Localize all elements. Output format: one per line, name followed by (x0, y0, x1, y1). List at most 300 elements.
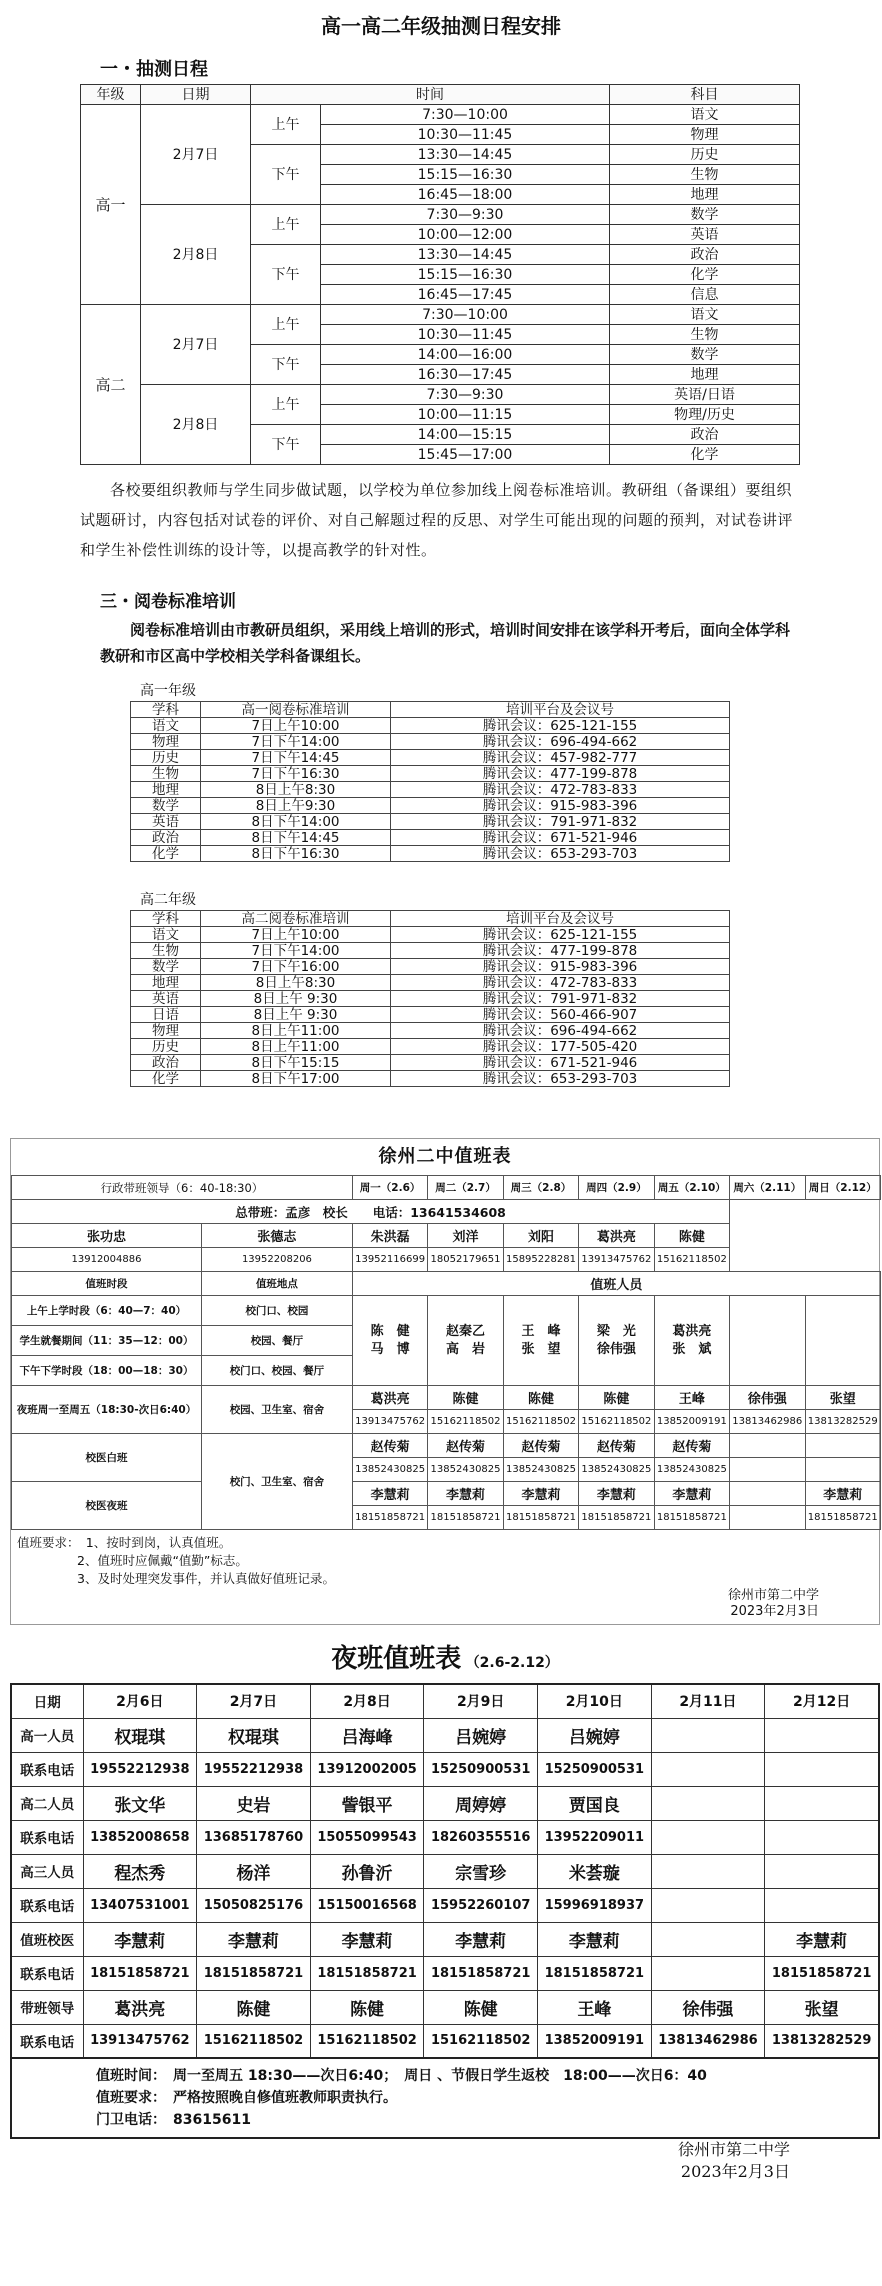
date-header: 2月8日 (310, 1684, 424, 1718)
time-cell: 10:30—11:45 (321, 125, 610, 145)
night-row (11, 1922, 879, 1956)
subject-cell: 历史 (610, 145, 800, 165)
training-time-cell: 8日下午15:15 (201, 1055, 391, 1071)
header-subject: 学科 (131, 911, 201, 927)
subject-cell: 语文 (610, 305, 800, 325)
training-row (131, 1071, 730, 1087)
phone-number: 13407531001 (83, 1888, 197, 1922)
night-note-time: 值班时间： 周一至周五 18:30——次日6:40； 周日 、节假日学生返校 18:00——次日6：40 (96, 2068, 707, 2084)
date-header: 2月11日 (651, 1684, 765, 1718)
leader-phones-row (12, 1248, 881, 1272)
training-time-cell: 8日上午8:30 (201, 975, 391, 991)
staff-name: 张 斌 (672, 1341, 712, 1357)
clinic-day-phone: 13852430825 (579, 1458, 654, 1482)
period-label: 下午下学时段（18：00—18：30） (12, 1356, 202, 1386)
schedule-row (81, 305, 800, 325)
staff-name: 陈健 (197, 1990, 311, 2024)
staff-name: 高 岩 (446, 1341, 486, 1357)
training-time-cell: 8日上午8:30 (201, 782, 391, 798)
time-cell: 10:30—11:45 (321, 325, 610, 345)
leader-phone: 13952116699 (352, 1248, 427, 1272)
meeting-cell: 腾讯会议：671-521-946 (391, 1055, 730, 1071)
staff-name: 杨洋 (197, 1854, 311, 1888)
empty-cell (730, 1296, 805, 1386)
training-row (131, 766, 730, 782)
clinic-night-phone: 18151858721 (428, 1506, 503, 1530)
clinic-day-names-row (12, 1434, 881, 1458)
meeting-cell: 腾讯会议：915-983-396 (391, 798, 730, 814)
date-cell: 2月8日 (141, 385, 251, 465)
subject-cell: 语文 (131, 718, 201, 734)
phone-number (651, 1820, 765, 1854)
header-platform: 培训平台及会议号 (391, 702, 730, 718)
period-place: 校门口、校园、餐厅 (202, 1356, 353, 1386)
training-time-cell: 8日上午 9:30 (201, 1007, 391, 1023)
clinic-day-phone (805, 1458, 881, 1482)
subject-cell: 物理 (131, 734, 201, 750)
leader-phone: 18052179651 (428, 1248, 503, 1272)
night-footer (10, 2139, 880, 2183)
paragraph-training: 阅卷标准培训由市教研员组织，采用线上培训的形式，培训时间安排在该学科开考后，面向全体学科教研和市区高中学校相关学科备课组长。 (100, 621, 791, 665)
training-time-cell: 8日上午 9:30 (201, 991, 391, 1007)
night-note-phone: 门卫电话： 83615611 (96, 2112, 251, 2128)
staff-name: 吕海峰 (310, 1718, 424, 1752)
duty-table (11, 1175, 881, 1530)
subject-cell: 化学 (131, 846, 201, 862)
training-time-cell: 8日上午9:30 (201, 798, 391, 814)
staff-name (765, 1786, 879, 1820)
night-title-range: （2.6-2.12） (465, 1655, 559, 1671)
schedule-row (81, 385, 800, 405)
phone-number (651, 1752, 765, 1786)
subject-cell: 化学 (610, 445, 800, 465)
chief-row (12, 1200, 881, 1224)
training-time-cell: 7日下午14:45 (201, 750, 391, 766)
subject-cell: 生物 (610, 165, 800, 185)
clinic-night-name: 李慧莉 (654, 1482, 729, 1506)
clinic-day-label: 校医白班 (12, 1434, 202, 1482)
meeting-cell: 腾讯会议：671-521-946 (391, 830, 730, 846)
subject-cell: 政治 (610, 245, 800, 265)
row-label: 值班校医 (11, 1922, 83, 1956)
training-time-cell: 7日下午14:00 (201, 734, 391, 750)
training-row (131, 975, 730, 991)
subject-cell: 日语 (131, 1007, 201, 1023)
leader-phone: 13952208206 (202, 1248, 353, 1272)
subject-cell: 数学 (131, 959, 201, 975)
grade-cell: 高二 (81, 305, 141, 465)
clinic-night-phone: 18151858721 (352, 1506, 427, 1530)
time-cell: 7:30—9:30 (321, 385, 610, 405)
period-cell: 上午 (251, 385, 321, 425)
phone-number: 13952209011 (538, 1820, 652, 1854)
time-cell: 13:30—14:45 (321, 145, 610, 165)
subject-cell: 化学 (131, 1071, 201, 1087)
subject-cell: 物理/历史 (610, 405, 800, 425)
staff-name: 米荟璇 (538, 1854, 652, 1888)
phone-number: 18151858721 (424, 1956, 538, 1990)
phone-number: 15996918937 (538, 1888, 652, 1922)
clinic-night-name: 李慧莉 (503, 1482, 578, 1506)
day-header: 周四（2.9） (579, 1176, 654, 1200)
period-cell: 上午 (251, 205, 321, 245)
duty-days-row (12, 1176, 881, 1200)
leaders-row (12, 1224, 881, 1248)
training-row (131, 718, 730, 734)
staff-name: 李慧莉 (424, 1922, 538, 1956)
grade2-training-label: 高二年级 (140, 892, 196, 908)
training-row (131, 1039, 730, 1055)
staff-name: 孙鲁沂 (310, 1854, 424, 1888)
subject-cell: 物理 (131, 1023, 201, 1039)
staff-name: 陈健 (310, 1990, 424, 2024)
row-label: 高二人员 (11, 1786, 83, 1820)
staff-name: 李慧莉 (197, 1922, 311, 1956)
clinic-day-name: 赵传菊 (654, 1434, 729, 1458)
staff-name: 马 博 (370, 1341, 410, 1357)
phone-number: 19552212938 (83, 1752, 197, 1786)
leader-phone: 15162118502 (654, 1248, 729, 1272)
evening-name: 陈健 (428, 1386, 503, 1410)
training-row (131, 943, 730, 959)
training-row (131, 959, 730, 975)
clinic-day-name: 赵传菊 (352, 1434, 427, 1458)
time-cell: 14:00—15:15 (321, 425, 610, 445)
date-label: 日期 (11, 1684, 83, 1718)
time-cell: 10:00—12:00 (321, 225, 610, 245)
clinic-night-name: 李慧莉 (428, 1482, 503, 1506)
phone-number (765, 1888, 879, 1922)
subject-cell: 政治 (131, 830, 201, 846)
evening-name: 徐伟强 (730, 1386, 805, 1410)
meeting-cell: 腾讯会议：477-199-878 (391, 943, 730, 959)
subject-cell: 英语 (131, 814, 201, 830)
staff-name: 葛洪亮 (83, 1990, 197, 2024)
day-header: 周五（2.10） (654, 1176, 729, 1200)
phone-number: 18151858721 (765, 1956, 879, 1990)
subject-cell: 生物 (131, 943, 201, 959)
period-header: 值班时段 (12, 1272, 202, 1296)
leader-label: 行政带班领导（6：40-18:30） (12, 1176, 353, 1200)
staff-name: 权琨琪 (197, 1718, 311, 1752)
phone-number: 18151858721 (197, 1956, 311, 1990)
night-row (11, 1752, 879, 1786)
staff-name: 李慧莉 (538, 1922, 652, 1956)
phone-number: 15250900531 (538, 1752, 652, 1786)
clinic-day-phone (730, 1458, 805, 1482)
training-time-cell: 7日下午16:00 (201, 959, 391, 975)
staff-cell (503, 1296, 578, 1386)
night-row (11, 1990, 879, 2024)
day-header: 周三（2.8） (503, 1176, 578, 1200)
footer-date: 2023年2月3日 (730, 1604, 819, 1619)
meeting-cell: 腾讯会议：625-121-155 (391, 718, 730, 734)
leader-name: 刘洋 (428, 1224, 503, 1248)
clinic-night-phone (730, 1506, 805, 1530)
clinic-night-names-row (12, 1482, 881, 1506)
training-time-cell: 8日上午11:00 (201, 1039, 391, 1055)
date-cell: 2月7日 (141, 305, 251, 385)
meeting-cell: 腾讯会议：477-199-878 (391, 766, 730, 782)
training-time-cell: 8日下午14:45 (201, 830, 391, 846)
phone-number: 15055099543 (310, 1820, 424, 1854)
date-header: 2月7日 (197, 1684, 311, 1718)
staff-name (765, 1854, 879, 1888)
date-cell: 2月8日 (141, 205, 251, 305)
phone-number: 15050825176 (197, 1888, 311, 1922)
staff-cell (428, 1296, 503, 1386)
subject-cell: 生物 (610, 325, 800, 345)
staff-name: 李慧莉 (310, 1922, 424, 1956)
meeting-cell: 腾讯会议：625-121-155 (391, 927, 730, 943)
night-row (11, 2024, 879, 2058)
staff-name: 赵秦乙 (446, 1323, 486, 1339)
header-training: 高一阅卷标准培训 (201, 702, 391, 718)
training-row (131, 927, 730, 943)
clinic-night-phone: 18151858721 (579, 1506, 654, 1530)
subject-cell: 英语 (610, 225, 800, 245)
staff-name: 吕婉婷 (538, 1718, 652, 1752)
phone-number: 15250900531 (424, 1752, 538, 1786)
period-cell: 上午 (251, 105, 321, 145)
date-header: 2月10日 (538, 1684, 652, 1718)
row-label: 联系电话 (11, 1956, 83, 1990)
staff-name (651, 1922, 765, 1956)
clinic-day-phone: 13852430825 (654, 1458, 729, 1482)
phone-number: 15162118502 (424, 2024, 538, 2058)
phone-number (651, 1888, 765, 1922)
day-header: 周二（2.7） (428, 1176, 503, 1200)
requirement-3: 3、及时处理突发事件，并认真做好值班记录。 (77, 1571, 335, 1586)
leader-phone: 15895228281 (503, 1248, 578, 1272)
night-row (11, 1888, 879, 1922)
header-training: 高二阅卷标准培训 (201, 911, 391, 927)
footer-school: 徐州市第二中学 (727, 1588, 819, 1603)
period-place: 校园、餐厅 (202, 1326, 353, 1356)
subject-cell: 信息 (610, 285, 800, 305)
training-time-cell: 7日上午10:00 (201, 927, 391, 943)
clinic-night-name: 李慧莉 (805, 1482, 881, 1506)
subject-cell: 生物 (131, 766, 201, 782)
clinic-day-name: 赵传菊 (428, 1434, 503, 1458)
meeting-cell: 腾讯会议：653-293-703 (391, 1071, 730, 1087)
row-label: 带班领导 (11, 1990, 83, 2024)
staff-name: 权琨琪 (83, 1718, 197, 1752)
staff-name: 张 望 (521, 1341, 561, 1357)
phone-number: 15150016568 (310, 1888, 424, 1922)
staff-name: 张望 (765, 1990, 879, 2024)
subject-cell: 英语/日语 (610, 385, 800, 405)
staff-header-row (12, 1272, 881, 1296)
evening-name: 陈健 (503, 1386, 578, 1410)
footer-date: 2023年2月3日 (680, 2162, 790, 2181)
training-row (131, 830, 730, 846)
phone-number: 18151858721 (83, 1956, 197, 1990)
staff-name (651, 1854, 765, 1888)
grade1-training-table (130, 701, 730, 862)
training-row (131, 991, 730, 1007)
evening-names-row (12, 1386, 881, 1410)
subject-cell: 地理 (610, 365, 800, 385)
meeting-cell: 腾讯会议：696-494-662 (391, 734, 730, 750)
meeting-cell: 腾讯会议：457-982-777 (391, 750, 730, 766)
subject-cell: 政治 (131, 1055, 201, 1071)
paragraph-organize: 各校要组织教师与学生同步做试题，以学校为单位参加线上阅卷标准培训。教研组（备课组）要组织试题研讨，内容包括对试卷的评价、对自己解题过程的反思、对学生可能出现的问题的预判，对试卷讲评和学生补偿性训练的设计等，以提高教学的针对性。 (80, 481, 794, 559)
evening-name: 陈健 (579, 1386, 654, 1410)
subject-cell: 地理 (131, 782, 201, 798)
training-time-cell: 8日下午14:00 (201, 814, 391, 830)
training-row (131, 734, 730, 750)
phone-number: 13813462986 (651, 2024, 765, 2058)
staff-name: 吕婉婷 (424, 1718, 538, 1752)
training-row (131, 846, 730, 862)
phone-number: 18151858721 (538, 1956, 652, 1990)
evening-name: 张望 (805, 1386, 881, 1410)
training-row (131, 1007, 730, 1023)
time-cell: 15:45—17:00 (321, 445, 610, 465)
subject-cell: 数学 (131, 798, 201, 814)
header-grade: 年级 (81, 85, 141, 105)
clinic-day-name: 赵传菊 (579, 1434, 654, 1458)
clinic-day-phone: 13852430825 (428, 1458, 503, 1482)
phone-number: 13852009191 (538, 2024, 652, 2058)
period-place: 校门口、校园 (202, 1296, 353, 1326)
staff-name: 陈 健 (370, 1323, 410, 1339)
staff-name (765, 1718, 879, 1752)
period-cell: 下午 (251, 345, 321, 385)
evening-phone: 13913475762 (352, 1410, 427, 1434)
staff-name: 宗雪珍 (424, 1854, 538, 1888)
day-header: 周一（2.6） (352, 1176, 427, 1200)
staff-name: 王峰 (538, 1990, 652, 2024)
section-schedule-title: 一・抽测日程 (100, 59, 208, 80)
night-note-requirement: 值班要求： 严格按照晚自修值班教师职责执行。 (96, 2090, 397, 2106)
leader-name: 张德志 (202, 1224, 353, 1248)
phone-number: 13813282529 (765, 2024, 879, 2058)
meeting-cell: 腾讯会议：791-971-832 (391, 991, 730, 1007)
evening-phone: 15162118502 (503, 1410, 578, 1434)
time-cell: 16:30—17:45 (321, 365, 610, 385)
schedule-row (81, 205, 800, 225)
leader-phone: 13912004886 (12, 1248, 202, 1272)
training-row (131, 750, 730, 766)
clinic-night-phone: 18151858721 (805, 1506, 881, 1530)
header-subject: 科目 (610, 85, 800, 105)
subject-cell: 政治 (610, 425, 800, 445)
staff-name: 訾银平 (310, 1786, 424, 1820)
grade2-training-table (130, 910, 730, 1087)
training-time-cell: 8日下午17:00 (201, 1071, 391, 1087)
subject-cell: 历史 (131, 1039, 201, 1055)
evening-phone: 13813282529 (805, 1410, 881, 1434)
training-time-cell: 8日上午11:00 (201, 1023, 391, 1039)
subject-cell: 物理 (610, 125, 800, 145)
staff-name: 葛洪亮 (672, 1323, 712, 1339)
staff-name: 王 峰 (521, 1323, 561, 1339)
staff-cell (352, 1296, 427, 1386)
grade1-training-label: 高一年级 (140, 683, 196, 699)
meeting-cell: 腾讯会议：791-971-832 (391, 814, 730, 830)
clinic-day-name (730, 1434, 805, 1458)
staff-name: 史岩 (197, 1786, 311, 1820)
training-header-row (131, 702, 730, 718)
clinic-day-phone: 13852430825 (352, 1458, 427, 1482)
evening-name: 王峰 (654, 1386, 729, 1410)
period-row (12, 1296, 881, 1326)
schedule-document (0, 0, 882, 1138)
phone-number: 18260355516 (424, 1820, 538, 1854)
duty-title: 徐州二中值班表 (378, 1146, 512, 1167)
night-row (11, 1854, 879, 1888)
staff-name: 徐伟强 (596, 1341, 636, 1357)
subject-cell: 语文 (610, 105, 800, 125)
period-label: 学生就餐期间（11：35—12：00） (12, 1326, 202, 1356)
night-notes (10, 2059, 880, 2139)
period-cell: 下午 (251, 245, 321, 305)
night-row (11, 1956, 879, 1990)
night-title-main: 夜班值班表 (331, 1644, 462, 1674)
subject-cell: 数学 (610, 345, 800, 365)
time-cell: 14:00—16:00 (321, 345, 610, 365)
staff-name: 梁 光 (596, 1323, 636, 1339)
clinic-night-phone: 18151858721 (654, 1506, 729, 1530)
staff-name: 程杰秀 (83, 1854, 197, 1888)
training-row (131, 814, 730, 830)
meeting-cell: 腾讯会议：472-783-833 (391, 975, 730, 991)
clinic-night-name (730, 1482, 805, 1506)
time-cell: 7:30—10:00 (321, 305, 610, 325)
staff-header: 值班人员 (352, 1272, 880, 1296)
clinic-day-phone: 13852430825 (503, 1458, 578, 1482)
evening-name: 葛洪亮 (352, 1386, 427, 1410)
time-cell: 10:00—11:15 (321, 405, 610, 425)
staff-name: 李慧莉 (83, 1922, 197, 1956)
time-cell: 15:15—16:30 (321, 165, 610, 185)
staff-name: 张文华 (83, 1786, 197, 1820)
night-date-row (11, 1684, 879, 1718)
evening-phone: 15162118502 (579, 1410, 654, 1434)
staff-name: 李慧莉 (765, 1922, 879, 1956)
night-row (11, 1820, 879, 1854)
phone-number: 13852008658 (83, 1820, 197, 1854)
day-header: 周六（2.11） (730, 1176, 805, 1200)
meeting-cell: 腾讯会议：696-494-662 (391, 1023, 730, 1039)
meeting-cell: 腾讯会议：560-466-907 (391, 1007, 730, 1023)
requirement-2: 2、值班时应佩戴“值勤”标志。 (77, 1553, 248, 1568)
footer-school: 徐州市第二中学 (677, 2140, 790, 2159)
subject-cell: 地理 (131, 975, 201, 991)
meeting-cell: 腾讯会议：653-293-703 (391, 846, 730, 862)
clinic-night-name: 李慧莉 (352, 1482, 427, 1506)
period-label: 上午上学时段（6：40—7：40） (12, 1296, 202, 1326)
subject-cell: 历史 (131, 750, 201, 766)
night-duty-roster (10, 1635, 880, 2183)
time-cell: 7:30—9:30 (321, 205, 610, 225)
row-label: 联系电话 (11, 1888, 83, 1922)
evening-phone: 13813462986 (730, 1410, 805, 1434)
training-header-row (131, 911, 730, 927)
clinic-place: 校门、卫生室、宿舍 (202, 1434, 353, 1530)
training-time-cell: 7日下午14:00 (201, 943, 391, 959)
date-header: 2月6日 (83, 1684, 197, 1718)
leader-name: 朱洪磊 (352, 1224, 427, 1248)
evening-phone: 15162118502 (428, 1410, 503, 1434)
schedule-header-row (81, 85, 800, 105)
header-date: 日期 (141, 85, 251, 105)
staff-name: 贾国良 (538, 1786, 652, 1820)
row-label: 联系电话 (11, 1752, 83, 1786)
date-header: 2月9日 (424, 1684, 538, 1718)
